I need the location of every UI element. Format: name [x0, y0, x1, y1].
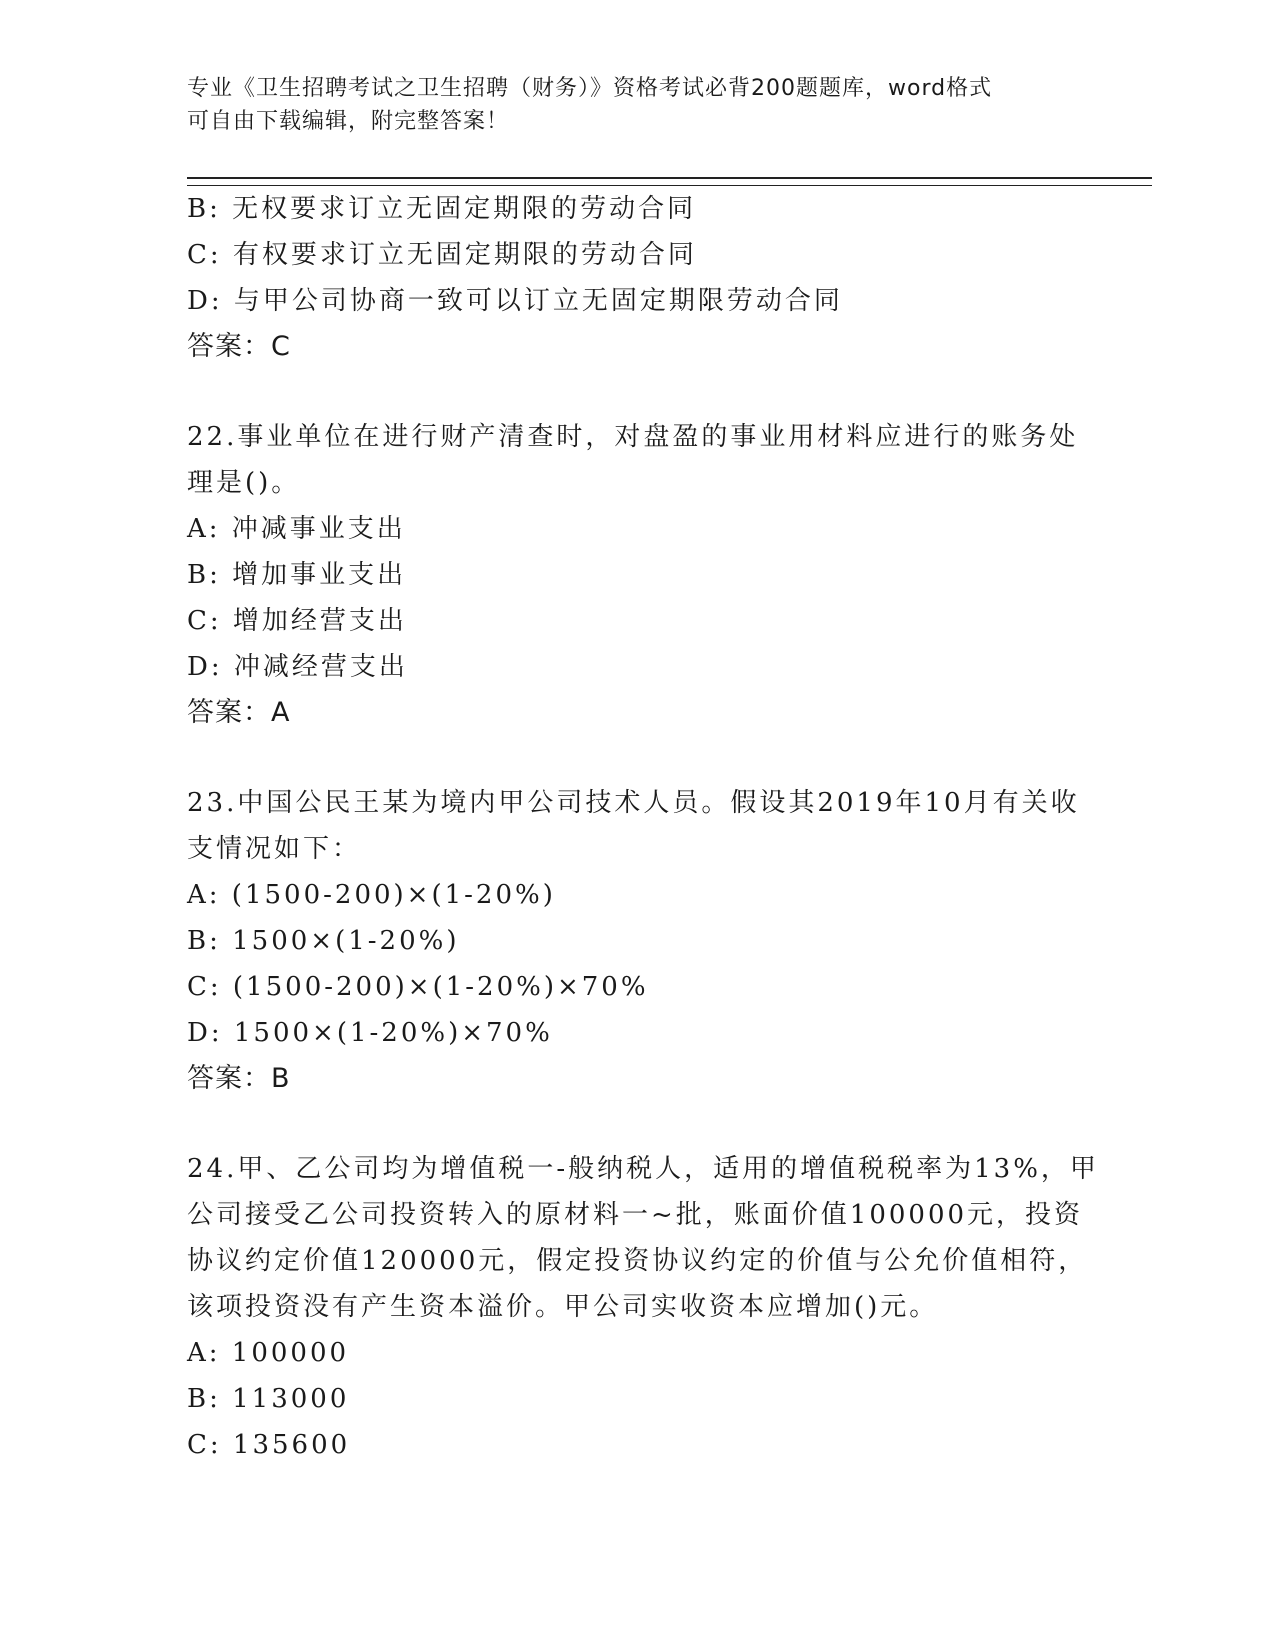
- q22-stem-line-2: 理是()。: [187, 468, 301, 498]
- q22-option-c: C: 增加经营支出: [187, 606, 407, 636]
- q24-stem-line-4: 该项投资没有产生资本溢价。甲公司实收资本应增加()元。: [187, 1292, 939, 1322]
- q23-option-d: D: 1500×(1-20%)×70%: [187, 1018, 553, 1048]
- q24-option-b: B: 113000: [187, 1384, 350, 1414]
- q23-stem-line-1: 23.中国公民王某为境内甲公司技术人员。假设其2019年10月有关收: [187, 788, 1080, 818]
- header-divider: [187, 177, 1152, 186]
- question-21: [187, 186, 1087, 370]
- q22-option-d: D: 冲减经营支出: [187, 652, 408, 682]
- q22-answer: 答案：A: [187, 697, 291, 728]
- q21-option-b: B: 无权要求订立无固定期限的劳动合同: [187, 194, 697, 224]
- spacer: [187, 370, 1087, 414]
- spacer: [187, 736, 1087, 780]
- q24-option-c: C: 135600: [187, 1430, 351, 1460]
- q22-stem-line-1: 22.事业单位在进行财产清查时，对盘盈的事业用材料应进行的账务处: [187, 422, 1079, 452]
- q21-option-d: D: 与甲公司协商一致可以订立无固定期限劳动合同: [187, 286, 843, 316]
- q22-option-a: A: 冲减事业支出: [187, 514, 406, 544]
- question-22: [187, 414, 1087, 736]
- q24-stem-line-2: 公司接受乙公司投资转入的原材料一~批，账面价值100000元，投资: [187, 1200, 1084, 1230]
- document-body: [187, 186, 1099, 1468]
- page-header: [187, 72, 1067, 138]
- question-23: [187, 780, 1087, 1102]
- q24-stem-line-3: 协议约定价值120000元，假定投资协议约定的价值与公允价值相符，: [187, 1246, 1088, 1276]
- q22-option-b: B: 增加事业支出: [187, 560, 407, 590]
- header-line-1: 专业《卫生招聘考试之卫生招聘（财务）》资格考试必背200题题库，word格式: [187, 76, 993, 101]
- q23-option-b: B: 1500×(1-20%): [187, 926, 460, 956]
- q23-stem-line-2: 支情况如下：: [187, 834, 362, 864]
- q23-answer: 答案：B: [187, 1063, 291, 1094]
- spacer: [187, 1102, 1087, 1146]
- q21-option-c: C: 有权要求订立无固定期限的劳动合同: [187, 240, 697, 270]
- question-24: [187, 1146, 1099, 1468]
- q24-stem-line-1: 24.甲、乙公司均为增值税一-般纳税人，适用的增值税税率为13%，甲: [187, 1154, 1099, 1184]
- q23-option-a: A: (1500-200)×(1-20%): [187, 880, 556, 910]
- q23-option-c: C: (1500-200)×(1-20%)×70%: [187, 972, 649, 1002]
- q24-option-a: A: 100000: [187, 1338, 350, 1368]
- header-line-2: 可自由下载编辑，附完整答案！: [187, 109, 510, 134]
- q21-answer: 答案：C: [187, 331, 291, 362]
